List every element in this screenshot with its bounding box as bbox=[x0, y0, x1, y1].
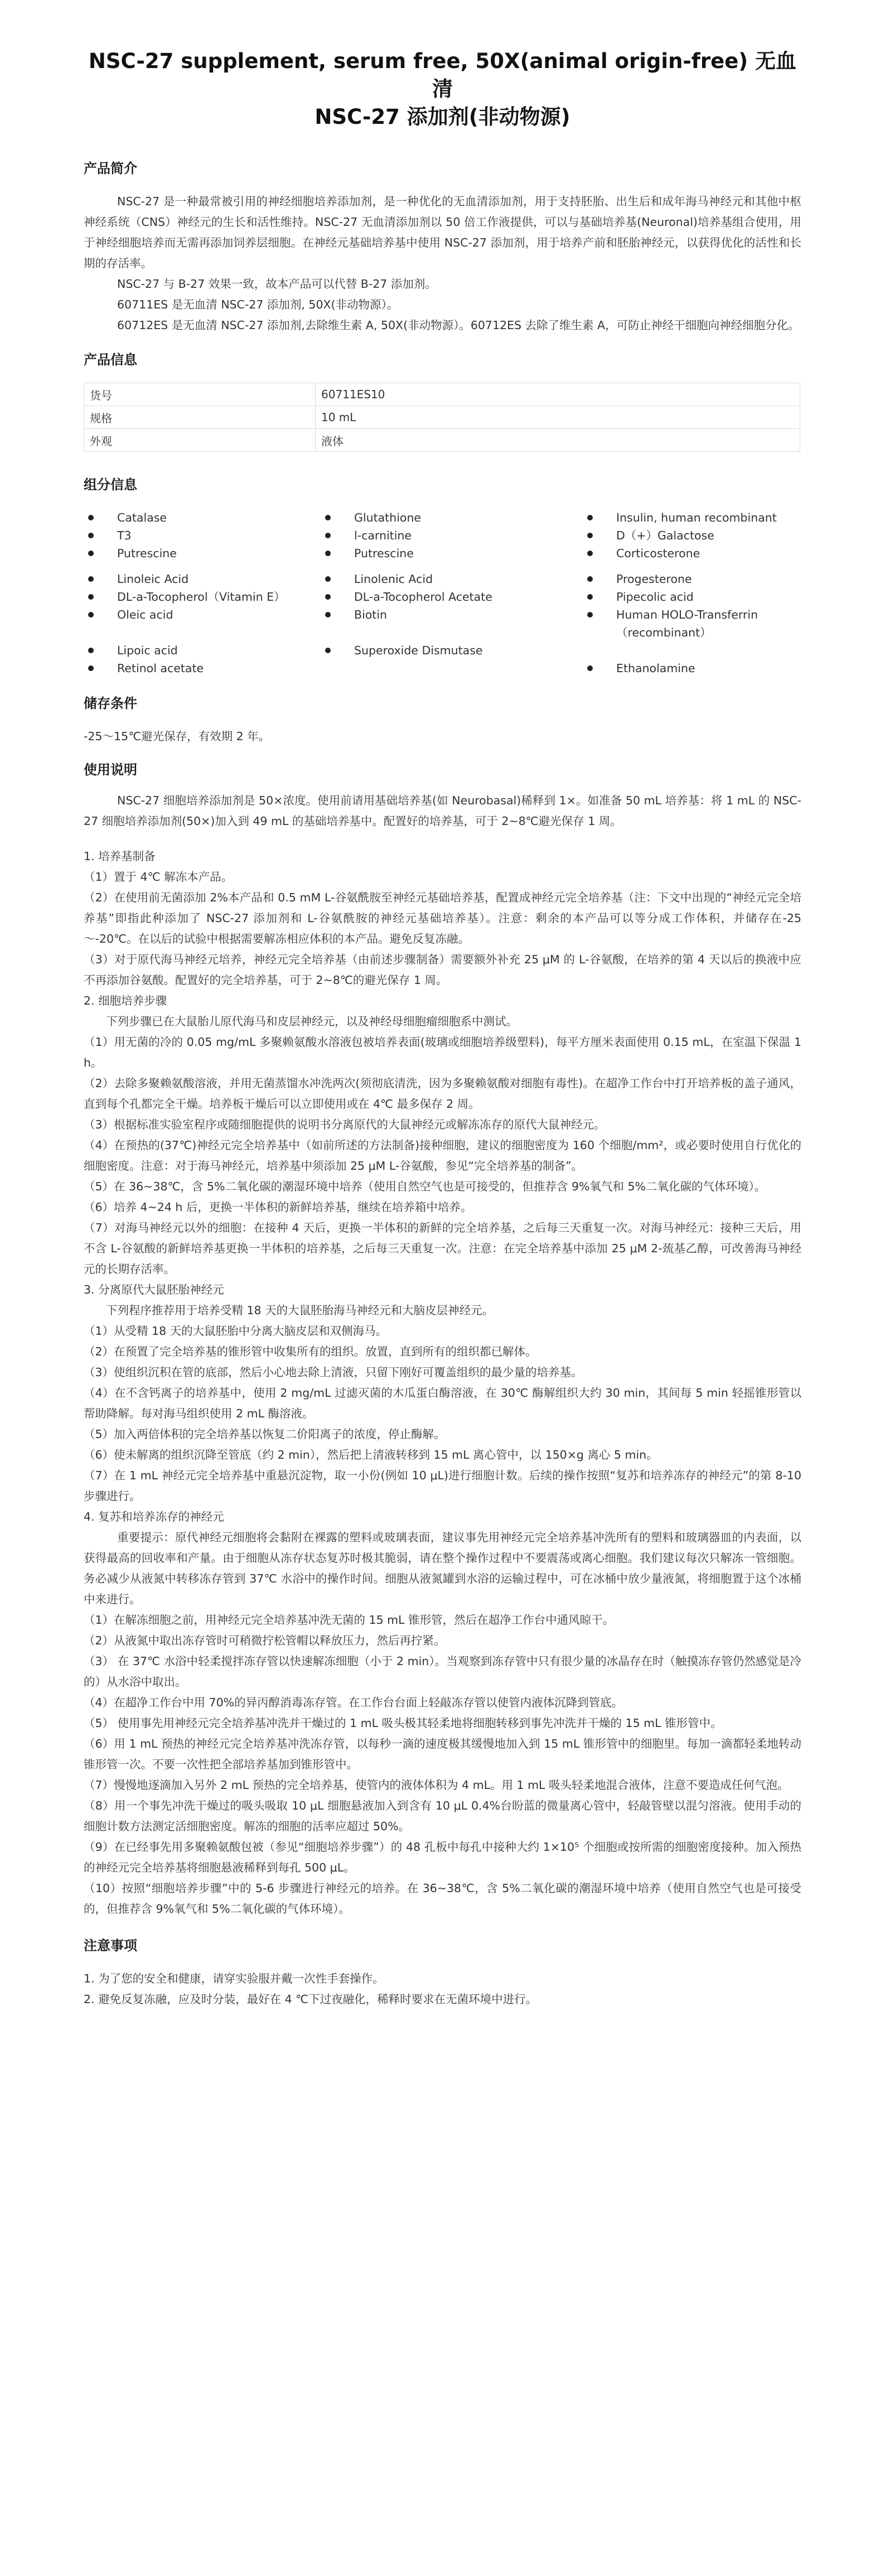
culture-steps bbox=[84, 1032, 801, 1280]
component-name: T3 bbox=[117, 529, 132, 542]
step-section-title: 2. 细胞培养步骤 bbox=[84, 994, 167, 1007]
table-cell-label: 外观 bbox=[84, 429, 316, 452]
table-cell-value: 液体 bbox=[316, 429, 800, 452]
component-item bbox=[321, 509, 583, 527]
component-item bbox=[583, 570, 800, 588]
step-item: （1）在解冻细胞之前，用神经元完全培养基冲洗无菌的 15 mL 锥形管，然后在超净工作台中通风晾干。 bbox=[84, 1613, 615, 1627]
component-item bbox=[583, 588, 800, 606]
notes-list bbox=[84, 1969, 801, 2010]
step-item: （4）在预热的(37℃)神经元完全培养基中（如前所述的方法制备)接种细胞，建议的细胞密度为 160 个细胞/mm²，或必要时使用自行优化的细胞密度。注意：对于海马神经元，培养基中须添加 25 μM L-谷氨酸，参见“完全培养基的制备”。 bbox=[84, 1139, 801, 1173]
component-item bbox=[321, 588, 583, 606]
product-info-heading: 产品信息 bbox=[84, 352, 137, 368]
step-item: （9）在已经事先用多聚赖氨酸包被（参见“细胞培养步骤”）的 48 孔板中每孔中接种大约 1×10⁵ 个细胞或按所需的细胞密度接种。加入预热的神经元完全培养基将细胞悬液稀释到每孔 500 μL。 bbox=[84, 1840, 801, 1874]
bullet-icon bbox=[325, 515, 331, 520]
table-row bbox=[84, 383, 800, 406]
step-item: （2）在预置了完全培养基的锥形管中收集所有的组织。放置，直到所有的组织都已解体。 bbox=[84, 1345, 537, 1358]
bullet-icon bbox=[88, 648, 94, 653]
bullet-icon bbox=[325, 612, 331, 618]
step-item: （2）在使用前无菌添加 2%本产品和 0.5 mM L-谷氨酰胺至神经元基础培养基，配置成神经元完全培养基（注：下文中出现的“神经元完全培养基”即指此种添加了 NSC-27 添加剂和 L-谷氨酰胺的神经元基础培养基）。注意：剩余的本产品可以等分成工作体积，并储存在-25～-20℃。在以后的试验中根据需要解冻相应体积的本产品。避免反复冻融。 bbox=[84, 891, 801, 946]
step-item: 2. 避免反复冻融，应及时分装，最好在 4 ℃下过夜融化，稀释时要求在无菌环境中进行。 bbox=[84, 1993, 538, 2006]
step-item: （5）在 36~38℃，含 5%二氧化碳的潮湿环境中培养（使用自然空气也是可接受的，但推荐含 9%氧气和 5%二氧化碳的气体环境）。 bbox=[84, 1180, 766, 1193]
component-item bbox=[583, 527, 800, 544]
step-item: （1）置于 4℃ 解冻本产品。 bbox=[84, 870, 233, 884]
component-item bbox=[321, 570, 583, 588]
bullet-icon bbox=[88, 594, 94, 600]
step-item: （7）在 1 mL 神经元完全培养基中重悬沉淀物，取一小份(例如 10 μL)进行细胞计数。后续的操作按照“复苏和培养冻存的神经元”的第 8-10 步骤进行。 bbox=[84, 1469, 801, 1503]
step-item: （2）从液氮中取出冻存管时可稍微拧松管帽以释放压力，然后再拧紧。 bbox=[84, 1634, 446, 1647]
bullet-icon bbox=[587, 665, 593, 671]
component-name: Corticosterone bbox=[616, 547, 700, 560]
component-name: DL-a-Tocopherol（Vitamin E） bbox=[117, 590, 286, 604]
step-item: （3）使组织沉积在管的底部，然后小心地去除上清液，只留下刚好可覆盖组织的最少量的培养基。 bbox=[84, 1366, 583, 1379]
step-item: （10）按照“细胞培养步骤”中的 5-6 步骤进行神经元的培养。在 36~38℃，含 5%二氧化碳的潮湿环境中培养（使用自然空气也是可接受的，但推荐含 9%氧气和 5%二氧化碳的气体环境）。 bbox=[84, 1882, 801, 1916]
component-name: l-carnitine bbox=[354, 529, 412, 542]
component-name: Retinol acetate bbox=[117, 662, 204, 675]
step-item: （6）用 1 mL 预热的神经元完全培养基冲洗冻存管，以每秒一滴的速度极其缓慢地加入到 15 mL 锥形管中的细胞里。每加一滴都轻柔地转动锥形管一次。不要一次性把全部培养基加到锥形管中。 bbox=[84, 1737, 802, 1771]
component-item bbox=[84, 588, 321, 606]
step-item: （7）慢慢地逐滴加入另外 2 mL 预热的完全培养基，使管内的液体体积为 4 mL。用 1 mL 吸头轻柔地混合液体，注意不要造成任何气泡。 bbox=[84, 1778, 789, 1792]
components-list bbox=[84, 509, 801, 677]
bullet-icon bbox=[587, 515, 593, 520]
table-cell-value: 10 mL bbox=[316, 406, 800, 429]
thaw-steps bbox=[84, 1610, 801, 1919]
intro-paragraph: NSC-27 是一种最常被引用的神经细胞培养添加剂，是一种优化的无血清添加剂，用于支持胚胎、出生后和成年海马神经元和其他中枢神经系统（CNS）神经元的生长和活性维持。NSC-27 无血清添加剂以 50 倍工作液提供，可以与基础培养基(Neuronal)培养基组合使用，用于神经细胞培养而无需再添加饲养层细胞。在神经元基础培养基中使用 NSC-27 添加剂，用于培养产前和胚胎神经元，以获得优化的活性和长期的存活率。 bbox=[84, 195, 801, 270]
page-title bbox=[84, 47, 801, 131]
bullet-icon bbox=[587, 551, 593, 556]
table-row bbox=[84, 406, 800, 429]
component-name: DL-a-Tocopherol Acetate bbox=[354, 590, 492, 604]
component-item bbox=[84, 606, 321, 624]
usage-intro: NSC-27 细胞培养添加剂是 50×浓度。使用前请用基础培养基(如 Neurobasal)稀释到 1×。如准备 50 mL 培养基：将 1 mL 的 NSC-27 细胞培养添加剂(50×)加入到 49 mL 的基础培养基中。配置好的培养基，可于 2~8℃避光保存 1 周。 bbox=[84, 794, 801, 828]
intro-paragraph: 60712ES 是无血清 NSC-27 添加剂,去除维生素 A, 50X(非动物源）。60712ES 去除了维生素 A，可防止神经干细胞向神经细胞分化。 bbox=[117, 319, 800, 332]
component-name: Insulin, human recombinant bbox=[616, 511, 777, 524]
component-item bbox=[583, 509, 800, 527]
bullet-icon bbox=[88, 576, 94, 582]
bullet-icon bbox=[88, 551, 94, 556]
title-line-1: NSC-27 supplement, serum free, 50X(animal origin-free) 无血清 bbox=[88, 49, 797, 101]
bullet-icon bbox=[587, 533, 593, 538]
component-name: Lipoic acid bbox=[117, 644, 178, 657]
component-item bbox=[84, 527, 321, 544]
bullet-icon bbox=[325, 533, 331, 538]
bullet-icon bbox=[325, 648, 331, 653]
table-cell-label: 规格 bbox=[84, 406, 316, 429]
step-item: （1）用无菌的冷的 0.05 mg/mL 多聚赖氨酸水溶液包被培养表面(玻璃或细胞培养级塑料)，每平方厘米表面使用 0.15 mL，在室温下保温 1 h。 bbox=[84, 1035, 801, 1069]
step-item: （4）在不含钙离子的培养基中，使用 2 mg/mL 过滤灭菌的木瓜蛋白酶溶液，在 30℃ 酶解组织大约 30 min，其间每 5 min 轻摇锥形管以帮助降解。每对海马组织使用 2 mL 酶溶液。 bbox=[84, 1386, 801, 1420]
table-row bbox=[84, 429, 800, 452]
component-name: Progesterone bbox=[616, 572, 692, 586]
component-item bbox=[583, 659, 800, 677]
component-name: Human HOLO-Transferrin bbox=[616, 608, 758, 621]
step-section-title: 1. 培养基制备 bbox=[84, 850, 156, 863]
bullet-icon bbox=[88, 515, 94, 520]
component-item bbox=[583, 624, 800, 641]
intro-heading: 产品简介 bbox=[84, 161, 137, 176]
step-item: （5） 使用事先用神经元完全培养基冲洗并干燥过的 1 mL 吸头极其轻柔地将细胞转移到事先冲洗并干燥的 15 mL 锥形管中。 bbox=[84, 1716, 722, 1730]
step-item: （3）对于原代海马神经元培养，神经元完全培养基（由前述步骤制备）需要额外补充 25 μM 的 L-谷氨酸，在培养的第 4 天以后的换液中应不再添加谷氨酸。配置好的完全培养基，可于 2~8℃的避光保存 1 周。 bbox=[84, 953, 801, 987]
component-name: D（+）Galactose bbox=[616, 529, 714, 542]
component-item bbox=[84, 641, 321, 659]
step-item: （3）根据标准实验室程序或随细胞提供的说明书分离原代的大鼠神经元或解冻冻存的原代大鼠神经元。 bbox=[84, 1118, 606, 1131]
component-item bbox=[84, 509, 321, 527]
component-item bbox=[321, 527, 583, 544]
component-item bbox=[84, 570, 321, 588]
bullet-icon bbox=[587, 576, 593, 582]
component-item bbox=[321, 606, 583, 624]
component-name: Linolenic Acid bbox=[354, 572, 433, 586]
components-heading: 组分信息 bbox=[84, 477, 137, 493]
component-name: Linoleic Acid bbox=[117, 572, 189, 586]
step-item: （5）加入两倍体积的完全培养基以恢复二价阳离子的浓度，停止酶解。 bbox=[84, 1427, 446, 1441]
component-item bbox=[583, 606, 800, 624]
step-section-title: 3. 分离原代大鼠胚胎神经元 bbox=[84, 1283, 224, 1296]
component-name: Catalase bbox=[117, 511, 167, 524]
component-name: （recombinant） bbox=[616, 626, 712, 639]
step-item: （1）从受精 18 天的大鼠胚胎中分离大脑皮层和双侧海马。 bbox=[84, 1324, 388, 1338]
component-item bbox=[321, 544, 583, 562]
usage-heading: 使用说明 bbox=[84, 762, 137, 778]
component-item bbox=[583, 641, 800, 659]
bullet-icon bbox=[88, 665, 94, 671]
step-item: （3） 在 37℃ 水浴中轻柔搅拌冻存管以快速解冻细胞（小于 2 min）。当观察到冻存管中只有很少量的冰晶存在时（触摸冻存管仍然感觉是冷的）从水浴中取出。 bbox=[84, 1654, 801, 1689]
bullet-icon bbox=[325, 551, 331, 556]
bullet-icon bbox=[587, 612, 593, 618]
bullet-icon bbox=[88, 533, 94, 538]
step-section-title: 4. 复苏和培养冻存的神经元 bbox=[84, 1510, 224, 1523]
table-cell-label: 货号 bbox=[84, 383, 316, 406]
title-line-2: NSC-27 添加剂(非动物源) bbox=[315, 105, 570, 129]
component-item bbox=[321, 624, 583, 641]
step-item: （4）在超净工作台中用 70%的异丙醇消毒冻存管。在工作台台面上轻敲冻存管以使管内液体沉降到管底。 bbox=[84, 1696, 623, 1709]
component-item bbox=[84, 544, 321, 562]
component-item bbox=[84, 624, 321, 641]
notes-heading: 注意事项 bbox=[84, 1938, 137, 1953]
component-name: Glutathione bbox=[354, 511, 422, 524]
step-item: 1. 为了您的安全和健康，请穿实验服并戴一次性手套操作。 bbox=[84, 1972, 384, 1985]
step-item: （7）对海马神经元以外的细胞：在接种 4 天后，更换一半体积的新鲜的完全培养基，之后每三天重复一次。对海马神经元：接种三天后，用不含 L-谷氨酸的新鲜培养基更换一半体积的培养基，之后每三天重复一次。注意：在完全培养基中添加 25 μM 2-巯基乙醇，可改善海马神经元的长期存活率。 bbox=[84, 1221, 801, 1276]
step-item: （8）用一个事先冲洗干燥过的吸头吸取 10 μL 细胞悬液加入到含有 10 μL 0.4%台盼蓝的微量离心管中，轻敲管壁以混匀溶液。使用手动的细胞计数方法测定活细胞密度。解冻的细胞的活率应超过 50%。 bbox=[84, 1799, 801, 1833]
component-item bbox=[84, 659, 321, 677]
bullet-icon bbox=[325, 594, 331, 600]
bullet-icon bbox=[325, 576, 331, 582]
table-cell-value: 60711ES10 bbox=[316, 383, 800, 406]
component-item bbox=[321, 659, 583, 677]
component-item bbox=[583, 544, 800, 562]
component-name: Pipecolic acid bbox=[616, 590, 694, 604]
intro-paragraph: NSC-27 与 B-27 效果一致，故本产品可以代替 B-27 添加剂。 bbox=[117, 277, 437, 291]
step-item: （6）使未解离的组织沉降至管底（约 2 min），然后把上清液转移到 15 mL 离心管中，以 150×g 离心 5 min。 bbox=[84, 1448, 658, 1461]
intro-paragraph: 60711ES 是无血清 NSC-27 添加剂, 50X(非动物源）。 bbox=[117, 298, 399, 311]
storage-text: -25～15℃避光保存，有效期 2 年。 bbox=[84, 730, 270, 743]
component-item bbox=[321, 641, 583, 659]
isolation-steps bbox=[84, 1321, 801, 1507]
component-name: Putrescine bbox=[354, 547, 414, 560]
component-name: Superoxide Dismutase bbox=[354, 644, 483, 657]
step-section-intro: 下列步骤已在大鼠胎儿原代海马和皮层神经元，以及神经母细胞瘤细胞系中测试。 bbox=[106, 1015, 518, 1028]
step-item: （6）培养 4~24 h 后，更换一半体积的新鲜培养基，继续在培养箱中培养。 bbox=[84, 1200, 472, 1214]
bullet-icon bbox=[587, 594, 593, 600]
step-section-intro: 重要提示：原代神经元细胞将会黏附在裸露的塑料或玻璃表面，建议事先用神经元完全培养基冲洗所有的塑料和玻璃器皿的内表面，以获得最高的回收率和产量。由于细胞从冻存状态复苏时极其脆弱，请在整个操作过程中不要震荡或离心细胞。我们建议每次只解冻一管细胞。务必减少从液氮中转移冻存管到 37℃ 水浴中的操作时间。细胞从液氮罐到水浴的运输过程中，可在冰桶中放少量液氮，将细胞置于这个冰桶中来进行。 bbox=[84, 1531, 801, 1606]
component-name: Biotin bbox=[354, 608, 388, 621]
component-name: Oleic acid bbox=[117, 608, 173, 621]
component-name: Ethanolamine bbox=[616, 662, 695, 675]
step-item: （2）去除多聚赖氨酸溶液，并用无菌蒸馏水冲洗两次(须彻底清洗，因为多聚赖氨酸对细胞有毒性)。在超净工作台中打开培养板的盖子通风，直到每个孔都完全干燥。培养板干燥后可以立即使用或在 4℃ 最多保存 2 周。 bbox=[84, 1077, 801, 1111]
component-name: Putrescine bbox=[117, 547, 177, 560]
product-info-table bbox=[84, 383, 800, 452]
media-prep-steps bbox=[84, 867, 801, 991]
step-section-intro: 下列程序推荐用于培养受精 18 天的大鼠胚胎海马神经元和大脑皮层神经元。 bbox=[106, 1304, 494, 1317]
bullet-icon bbox=[88, 612, 94, 618]
storage-heading: 储存条件 bbox=[84, 696, 137, 711]
